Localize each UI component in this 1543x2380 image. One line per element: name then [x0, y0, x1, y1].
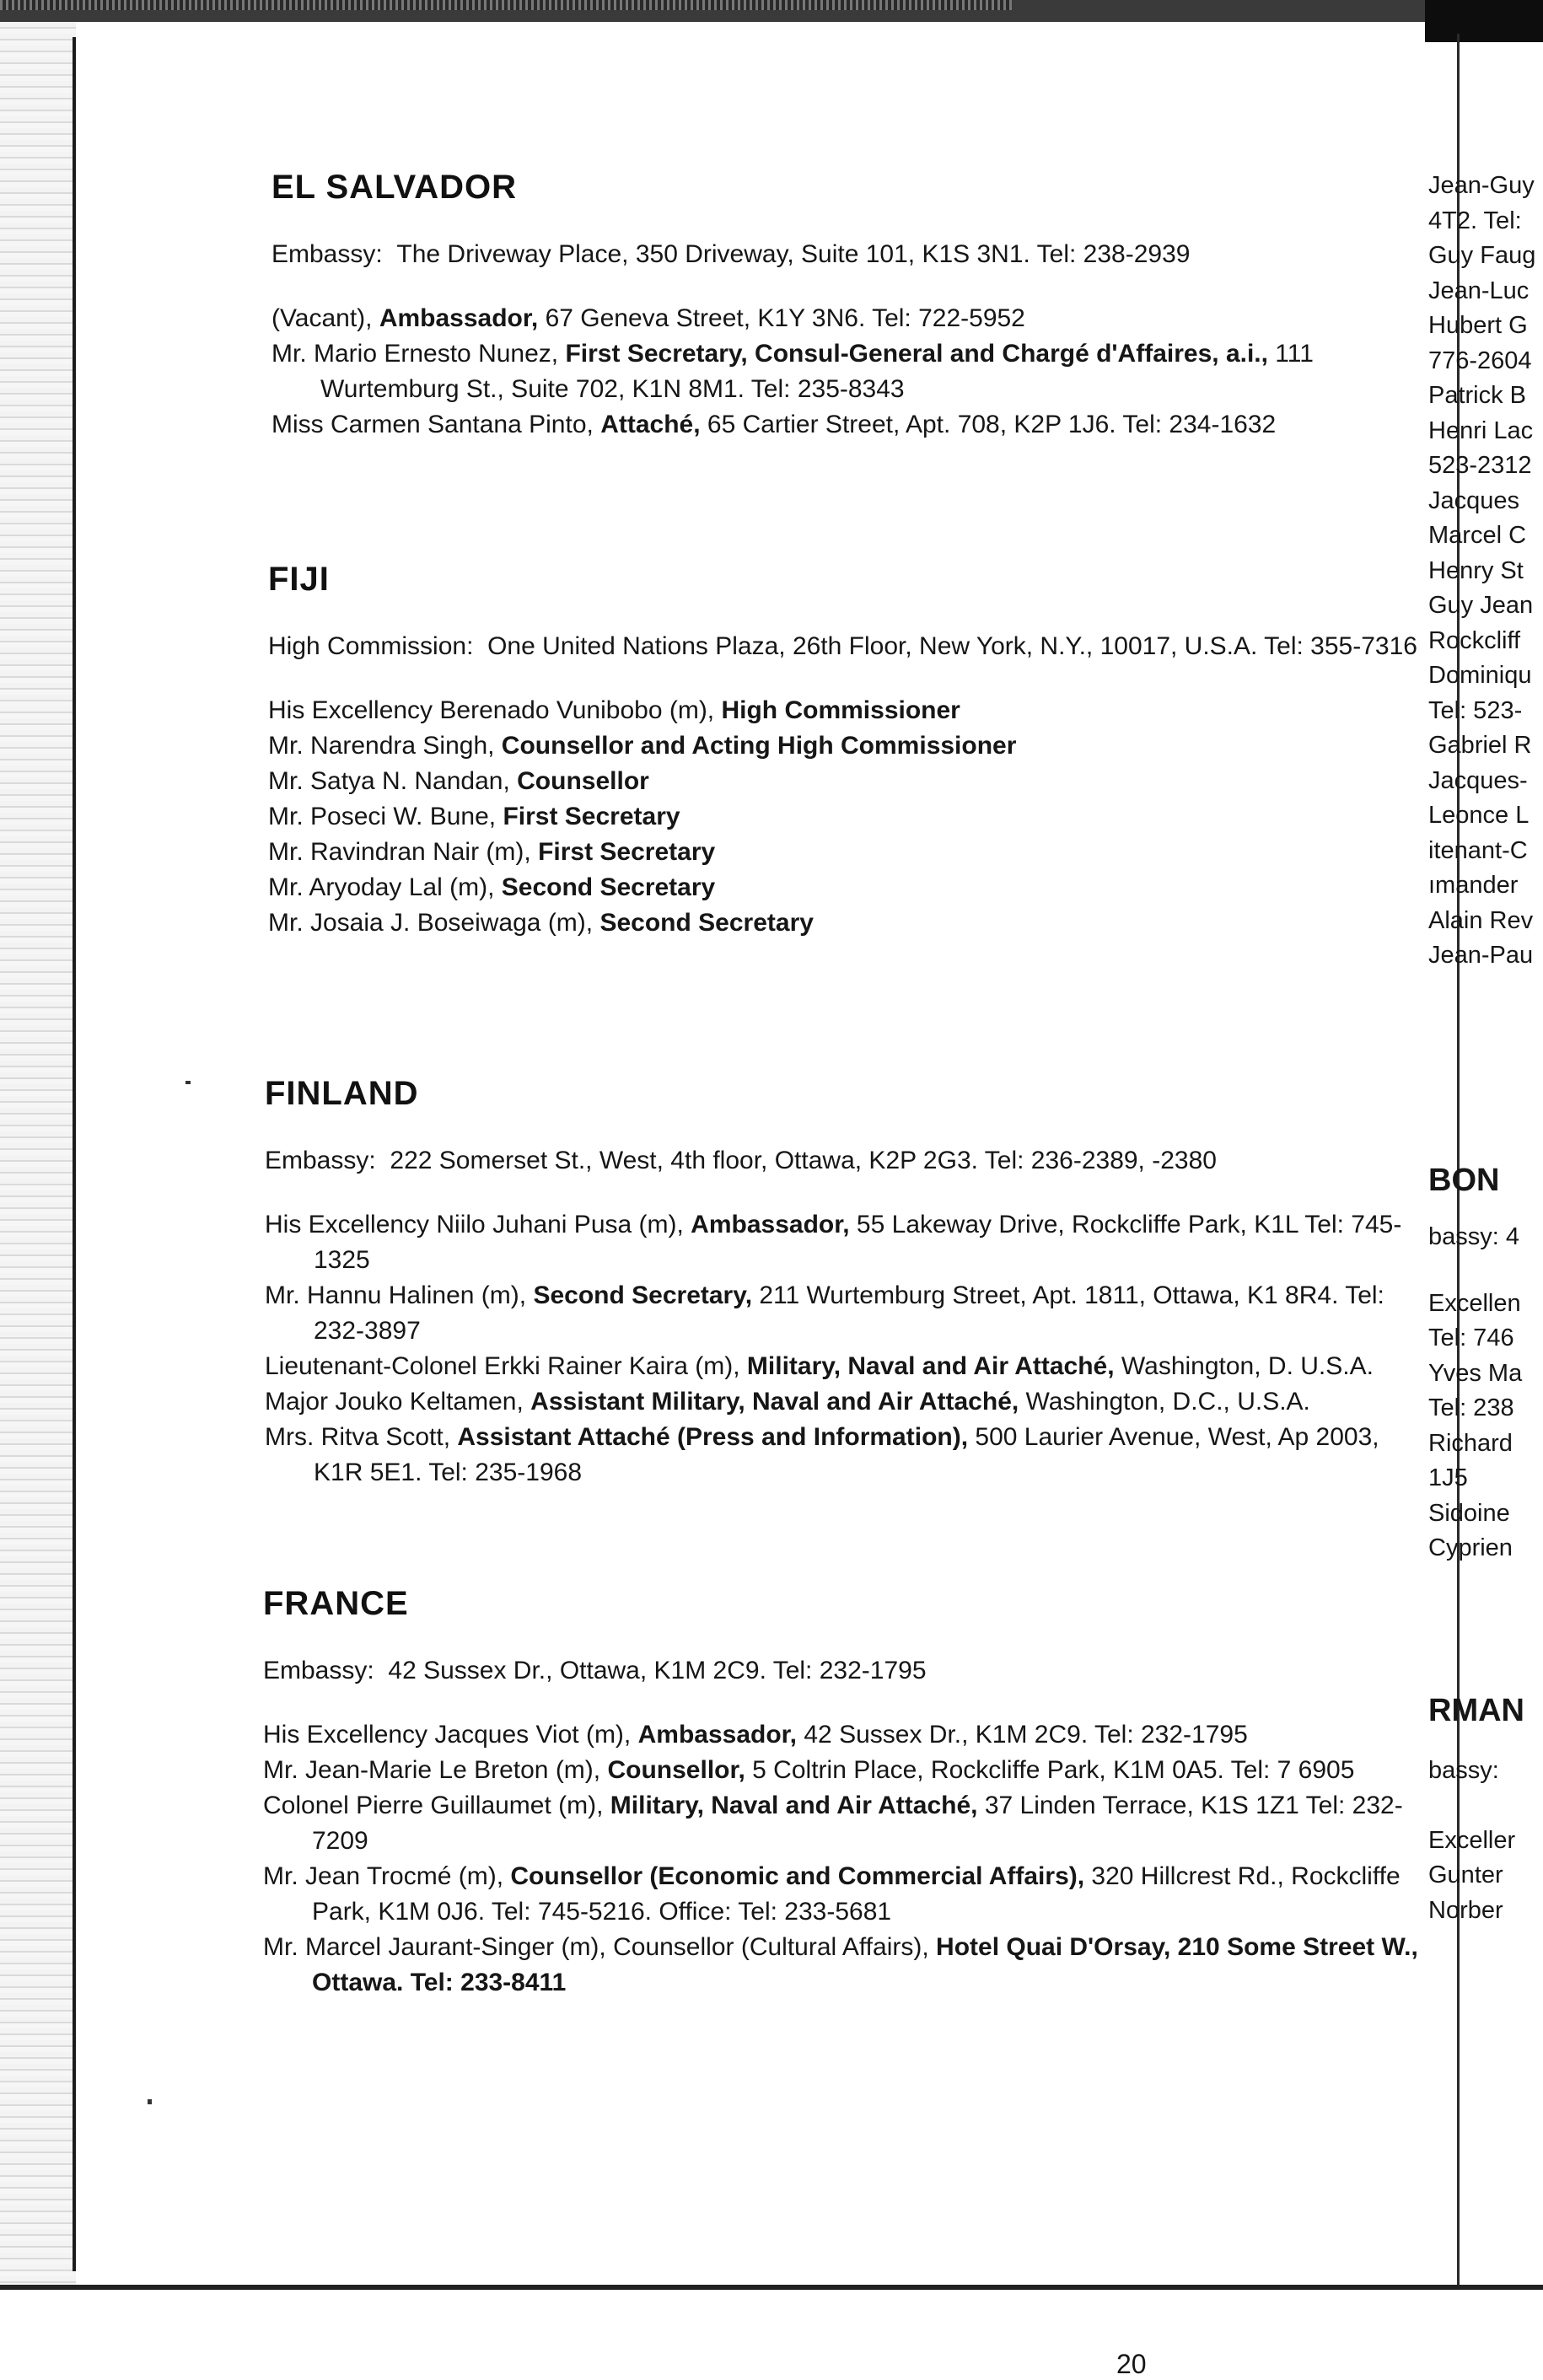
fragment-line: Alain Rev: [1428, 906, 1534, 934]
staff-entry: [268, 764, 1417, 799]
staff-role: Second Secretary: [501, 873, 716, 901]
fragment-line: BON: [1428, 1163, 1500, 1199]
staff-name: Mr. Marcel Jaurant-Singer (m), Counsellor (Cultural Affairs),: [263, 1933, 937, 1961]
staff-role: Ambassador,: [691, 1211, 850, 1238]
staff-address: 111 Wurtemburg St., Suite 702, K1N 8M1. Tel: 235-8343: [320, 340, 1314, 403]
fragment-line: ımander: [1428, 872, 1519, 899]
scan-bottom-edge: [0, 2285, 1543, 2290]
staff-entry: [263, 1930, 1433, 2001]
staff-entry: [272, 336, 1433, 407]
section-finland: [265, 1075, 1433, 1491]
fragment-line: 523-2312: [1428, 452, 1532, 479]
staff-entry: [265, 1420, 1433, 1491]
staff-name: Mr. Ravindran Nair (m),: [268, 838, 539, 866]
staff-role: Counsellor: [517, 767, 649, 795]
staff-entry: [265, 1349, 1433, 1384]
fragment-line: Gabriel R: [1428, 732, 1532, 759]
embassy-label: Embassy:: [263, 1657, 374, 1684]
fragment-line: Jacques: [1428, 486, 1520, 514]
fragment-line: Dominiqu: [1428, 662, 1532, 689]
section-el-salvador: [272, 169, 1433, 443]
staff-role: Assistant Attaché (Press and Information),: [457, 1423, 969, 1451]
fragment-line: Richard: [1428, 1429, 1513, 1457]
fragment-spacer: [1428, 1736, 1543, 1754]
embassy-address: The Driveway Place, 350 Driveway, Suite 101, K1S 3N1. Tel: 238-2939: [396, 240, 1191, 268]
staff-name: Mr. Satya N. Nandan,: [268, 767, 518, 795]
fragment-line: Henri Lac: [1428, 416, 1534, 444]
staff-list: [265, 1207, 1433, 1491]
staff-name: Mr. Hannu Halinen (m),: [265, 1281, 534, 1309]
fragment-line: Tel: 523-: [1428, 696, 1523, 724]
fragment-line: Tel: 746: [1428, 1324, 1514, 1352]
staff-name: Mr. Jean-Marie Le Breton (m),: [263, 1756, 608, 1784]
staff-name: Mr. Poseci W. Bune,: [268, 803, 503, 830]
fragment-spacer: [1428, 1206, 1543, 1220]
country-heading: FINLAND: [265, 1075, 419, 1112]
staff-role: Ambassador,: [379, 304, 539, 332]
country-heading: EL SALVADOR: [272, 169, 518, 206]
fragment-line: 1J5: [1428, 1464, 1468, 1492]
fragment-line: 776-2604: [1428, 347, 1532, 374]
staff-entry: [265, 1384, 1433, 1420]
staff-address: 500 Laurier Avenue, West, Ap 2003, K1R 5E1. Tel: 235-1968: [314, 1423, 1379, 1486]
staff-name: His Excellency Niilo Juhani Pusa (m),: [265, 1211, 691, 1238]
staff-name: His Excellency Berenado Vunibobo (m),: [268, 696, 722, 724]
section-fiji: [268, 561, 1417, 941]
staff-role: First Secretary: [538, 838, 716, 866]
section-france: [263, 1585, 1433, 2001]
staff-name: Miss Carmen Santana Pinto,: [272, 411, 601, 438]
adjacent-page-fragments: [1428, 169, 1543, 2243]
fragment-line: Excellen: [1428, 1289, 1521, 1317]
staff-entry: [265, 1278, 1433, 1349]
staff-address: 65 Cartier Street, Apt. 708, K2P 1J6. Tel: 234-1632: [700, 411, 1277, 438]
staff-entry: [268, 905, 1417, 941]
staff-name: Mr. Narendra Singh,: [268, 732, 502, 760]
scan-speck: [185, 1081, 191, 1084]
staff-name: His Excellency Jacques Viot (m),: [263, 1721, 638, 1749]
embassy-address: 222 Somerset St., West, 4th floor, Ottawa, K2P 2G3. Tel: 236-2389, -2380: [390, 1147, 1217, 1174]
staff-entry: [263, 1717, 1433, 1753]
staff-address: 37 Linden Terrace, K1S 1Z1 Tel: 232-7209: [312, 1792, 1403, 1855]
staff-role: Attaché,: [600, 411, 701, 438]
embassy-address: 42 Sussex Dr., Ottawa, K1M 2C9. Tel: 232-1795: [388, 1657, 927, 1684]
embassy-address: One United Nations Plaza, 26th Floor, New York, N.Y., 10017, U.S.A. Tel: 355-7316: [487, 632, 1417, 660]
staff-role: Military, Naval and Air Attaché,: [610, 1792, 978, 1819]
fragment-line: Leonce L: [1428, 802, 1530, 829]
fragment-line: Jean-Luc: [1428, 277, 1530, 304]
fragment-line: RMAN: [1428, 1692, 1524, 1728]
country-heading: FRANCE: [263, 1585, 409, 1622]
staff-role: First Secretary: [503, 803, 680, 830]
staff-name: (Vacant),: [272, 304, 379, 332]
staff-entry: [265, 1207, 1433, 1278]
staff-name: Mr. Aryoday Lal (m),: [268, 873, 502, 901]
scan-left-edge: [0, 22, 76, 2290]
fragment-line: Exceller: [1428, 1826, 1516, 1854]
fragment-line: bassy:: [1428, 1756, 1499, 1784]
staff-entry: [268, 799, 1417, 835]
staff-name: Colonel Pierre Guillaumet (m),: [263, 1792, 610, 1819]
fragment-line: Sidoine: [1428, 1499, 1510, 1527]
fragment-spacer: [1428, 974, 1543, 1156]
fragment-line: Henry St: [1428, 556, 1524, 584]
staff-entry: [263, 1859, 1433, 1930]
fragment-line: Cyprien: [1428, 1534, 1513, 1562]
staff-role: Ambassador,: [637, 1721, 798, 1749]
embassy-label: High Commission:: [268, 632, 474, 660]
fragment-line: Patrick B: [1428, 382, 1527, 409]
staff-role: Hotel Quai D'Orsay, 210 Some: [936, 1933, 1296, 1961]
staff-address: Washington, D.C., U.S.A.: [1019, 1388, 1310, 1416]
staff-role: First Secretary, Consul-General and Chargé d'Affaires, a.i.,: [565, 340, 1268, 368]
staff-entry: [268, 835, 1417, 870]
fragment-line: Rockcliff: [1428, 626, 1521, 654]
embassy-line: [263, 1653, 1433, 1689]
staff-entry: [272, 407, 1433, 443]
staff-entry: [268, 728, 1417, 764]
embassy-line: [268, 629, 1417, 664]
page-number: 20: [1116, 2349, 1147, 2379]
staff-address: 55 Lakeway Drive, Rockcliffe Park, K1L Tel: 745-1325: [314, 1211, 1402, 1274]
fragment-line: Guy Jean: [1428, 592, 1534, 619]
staff-address: 5 Coltrin Place, Rockcliffe Park, K1M 0A5. Tel: 7 6905: [745, 1756, 1355, 1784]
fragment-line: Jean-Guy: [1428, 172, 1535, 199]
staff-role: Counsellor (Economic and Commercial Affairs),: [510, 1862, 1085, 1890]
staff-role: Second Secretary: [599, 909, 814, 937]
staff-name: Mr. Josaia J. Boseiwaga (m),: [268, 909, 600, 937]
fragment-line: Tel: 238: [1428, 1394, 1514, 1422]
fragment-line: Yves Ma: [1428, 1359, 1523, 1387]
fragment-line: Gunter: [1428, 1862, 1503, 1889]
staff-entry: [263, 1753, 1433, 1788]
country-heading: FIJI: [268, 561, 330, 598]
staff-entry: [272, 301, 1433, 336]
staff-address: 320 Hillcrest Rd., Rockcliffe Park, K1M 0J6. Tel: 745-5216. Office: Tel: 233-5681: [312, 1862, 1401, 1926]
page-border: [73, 37, 76, 2271]
staff-name: Mrs. Ritva Scott,: [265, 1423, 458, 1451]
staff-list: [268, 693, 1417, 941]
embassy-label: Embassy:: [272, 240, 383, 268]
staff-role: Assistant Military, Naval and Air Attaché,: [530, 1388, 1019, 1416]
fragment-line: Norber: [1428, 1896, 1503, 1924]
staff-role: Counsellor,: [607, 1756, 745, 1784]
embassy-line: [272, 237, 1433, 272]
fragment-line: Jacques-: [1428, 766, 1528, 794]
staff-role: Military, Naval and Air Attaché,: [746, 1352, 1115, 1380]
staff-entry: [263, 1788, 1433, 1859]
fragment-line: Guy Faug: [1428, 242, 1536, 269]
embassy-line: [265, 1143, 1433, 1179]
scan-corner: [1425, 0, 1543, 42]
staff-entry: [268, 693, 1417, 728]
staff-name: Major Jouko Keltamen,: [265, 1388, 531, 1416]
fragment-spacer: [1428, 1566, 1543, 1685]
fragment-spacer: [1428, 1788, 1543, 1824]
staff-role: High Commissioner: [721, 696, 960, 724]
fragment-line: 4T2. Tel:: [1428, 207, 1522, 234]
staff-list: [272, 301, 1433, 443]
staff-address: 67 Geneva Street, K1Y 3N6. Tel: 722-5952: [538, 304, 1025, 332]
staff-address: 42 Sussex Dr., K1M 2C9. Tel: 232-1795: [797, 1721, 1248, 1749]
staff-entry: [268, 870, 1417, 905]
staff-address: Street W., Ottawa. Tel: 233-8411: [312, 1933, 1418, 1996]
embassy-label: Embassy:: [265, 1147, 376, 1174]
scan-speck: [148, 2099, 152, 2104]
staff-list: [263, 1717, 1433, 2001]
fragment-spacer: [1428, 1254, 1543, 1286]
scan-noise: [0, 0, 1012, 10]
staff-role: Second Secretary,: [533, 1281, 753, 1309]
fragment-line: Jean-Pau: [1428, 942, 1534, 969]
staff-name: Lieutenant-Colonel Erkki Rainer Kaira (m),: [265, 1352, 747, 1380]
fragment-line: bassy: 4: [1428, 1222, 1519, 1250]
staff-name: Mr. Jean Trocmé (m),: [263, 1862, 511, 1890]
staff-role: Counsellor and Acting High Commissioner: [501, 732, 1017, 760]
staff-address: 211 Wurtemburg Street, Apt. 1811, Ottawa, K1 8R4. Tel: 232-3897: [314, 1281, 1384, 1345]
staff-name: Mr. Mario Ernesto Nunez,: [272, 340, 566, 368]
staff-address: Washington, D. U.S.A.: [1114, 1352, 1374, 1380]
fragment-line: Marcel C: [1428, 522, 1527, 549]
fragment-line: itenant-C: [1428, 836, 1528, 864]
fragment-line: Hubert G: [1428, 312, 1528, 339]
